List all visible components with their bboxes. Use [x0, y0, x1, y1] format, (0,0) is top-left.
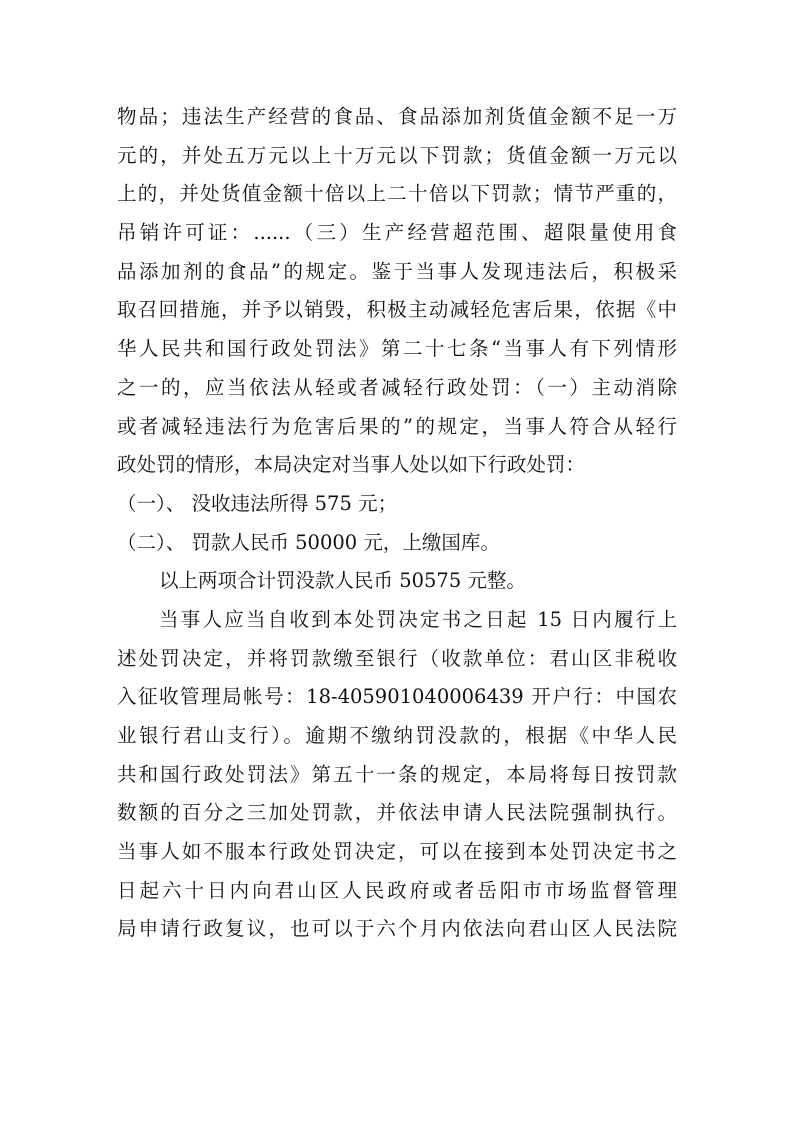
- text-line: 业银行君山支行）。逾期不缴纳罚没款的，根据《中华人民: [117, 724, 677, 747]
- penalty-item-1: （一）、 没收违法所得 575 元；: [117, 491, 398, 515]
- document-body: [117, 98, 677, 949]
- text-line: 局申请行政复议，也可以于六个月内依法向君山区人民法院: [117, 917, 677, 941]
- text-line: 数额的百分之三加处罚款，并依法申请人民法院强制执行。: [117, 801, 677, 825]
- text-line: 当事人如不服本行政处罚决定，可以在接到本处罚决定书之: [117, 840, 677, 864]
- penalty-total: 以上两项合计罚没款人民币 50575 元整。: [159, 569, 526, 593]
- text-line: 吊销许可证：......（三）生产经营超范围、超限量使用食: [117, 221, 677, 245]
- text-line: 入征收管理局帐号：18-405901040006439 开户行：中国农: [117, 685, 677, 709]
- text-line: 取召回措施，并予以销毁，积极主动减轻危害后果，依据《中: [117, 298, 677, 322]
- text-line: 述处罚决定，并将罚款缴至银行（收款单位：君山区非税收: [117, 646, 677, 670]
- text-line: 元的，并处五万元以上十万元以下罚款；货值金额一万元以: [117, 143, 677, 167]
- text-line: 当事人应当自收到本处罚决定书之日起 15 日内履行上: [159, 607, 677, 631]
- text-line: 品添加剂的食品”的规定。鉴于当事人发现违法后，积极采: [117, 259, 677, 283]
- text-line: 上的，并处货值金额十倍以上二十倍以下罚款；情节严重的，: [117, 182, 677, 206]
- text-line: 华人民共和国行政处罚法》第二十七条“当事人有下列情形: [117, 337, 677, 361]
- text-line: 政处罚的情形，本局决定对当事人处以如下行政处罚：: [117, 453, 586, 477]
- text-line: 日起六十日内向君山区人民政府或者岳阳市市场监督管理: [117, 878, 677, 902]
- text-line: 之一的，应当依法从轻或者减轻行政处罚：（一）主动消除: [117, 375, 677, 399]
- text-line: 共和国行政处罚法》第五十一条的规定，本局将每日按罚款: [117, 762, 677, 786]
- penalty-item-2: （二）、 罚款人民币 50000 元，上缴国库。: [117, 530, 500, 554]
- text-line: 或者减轻违法行为危害后果的”的规定，当事人符合从轻行: [117, 414, 677, 438]
- text-line: 物品；违法生产经营的食品、食品添加剂货值金额不足一万: [117, 105, 677, 128]
